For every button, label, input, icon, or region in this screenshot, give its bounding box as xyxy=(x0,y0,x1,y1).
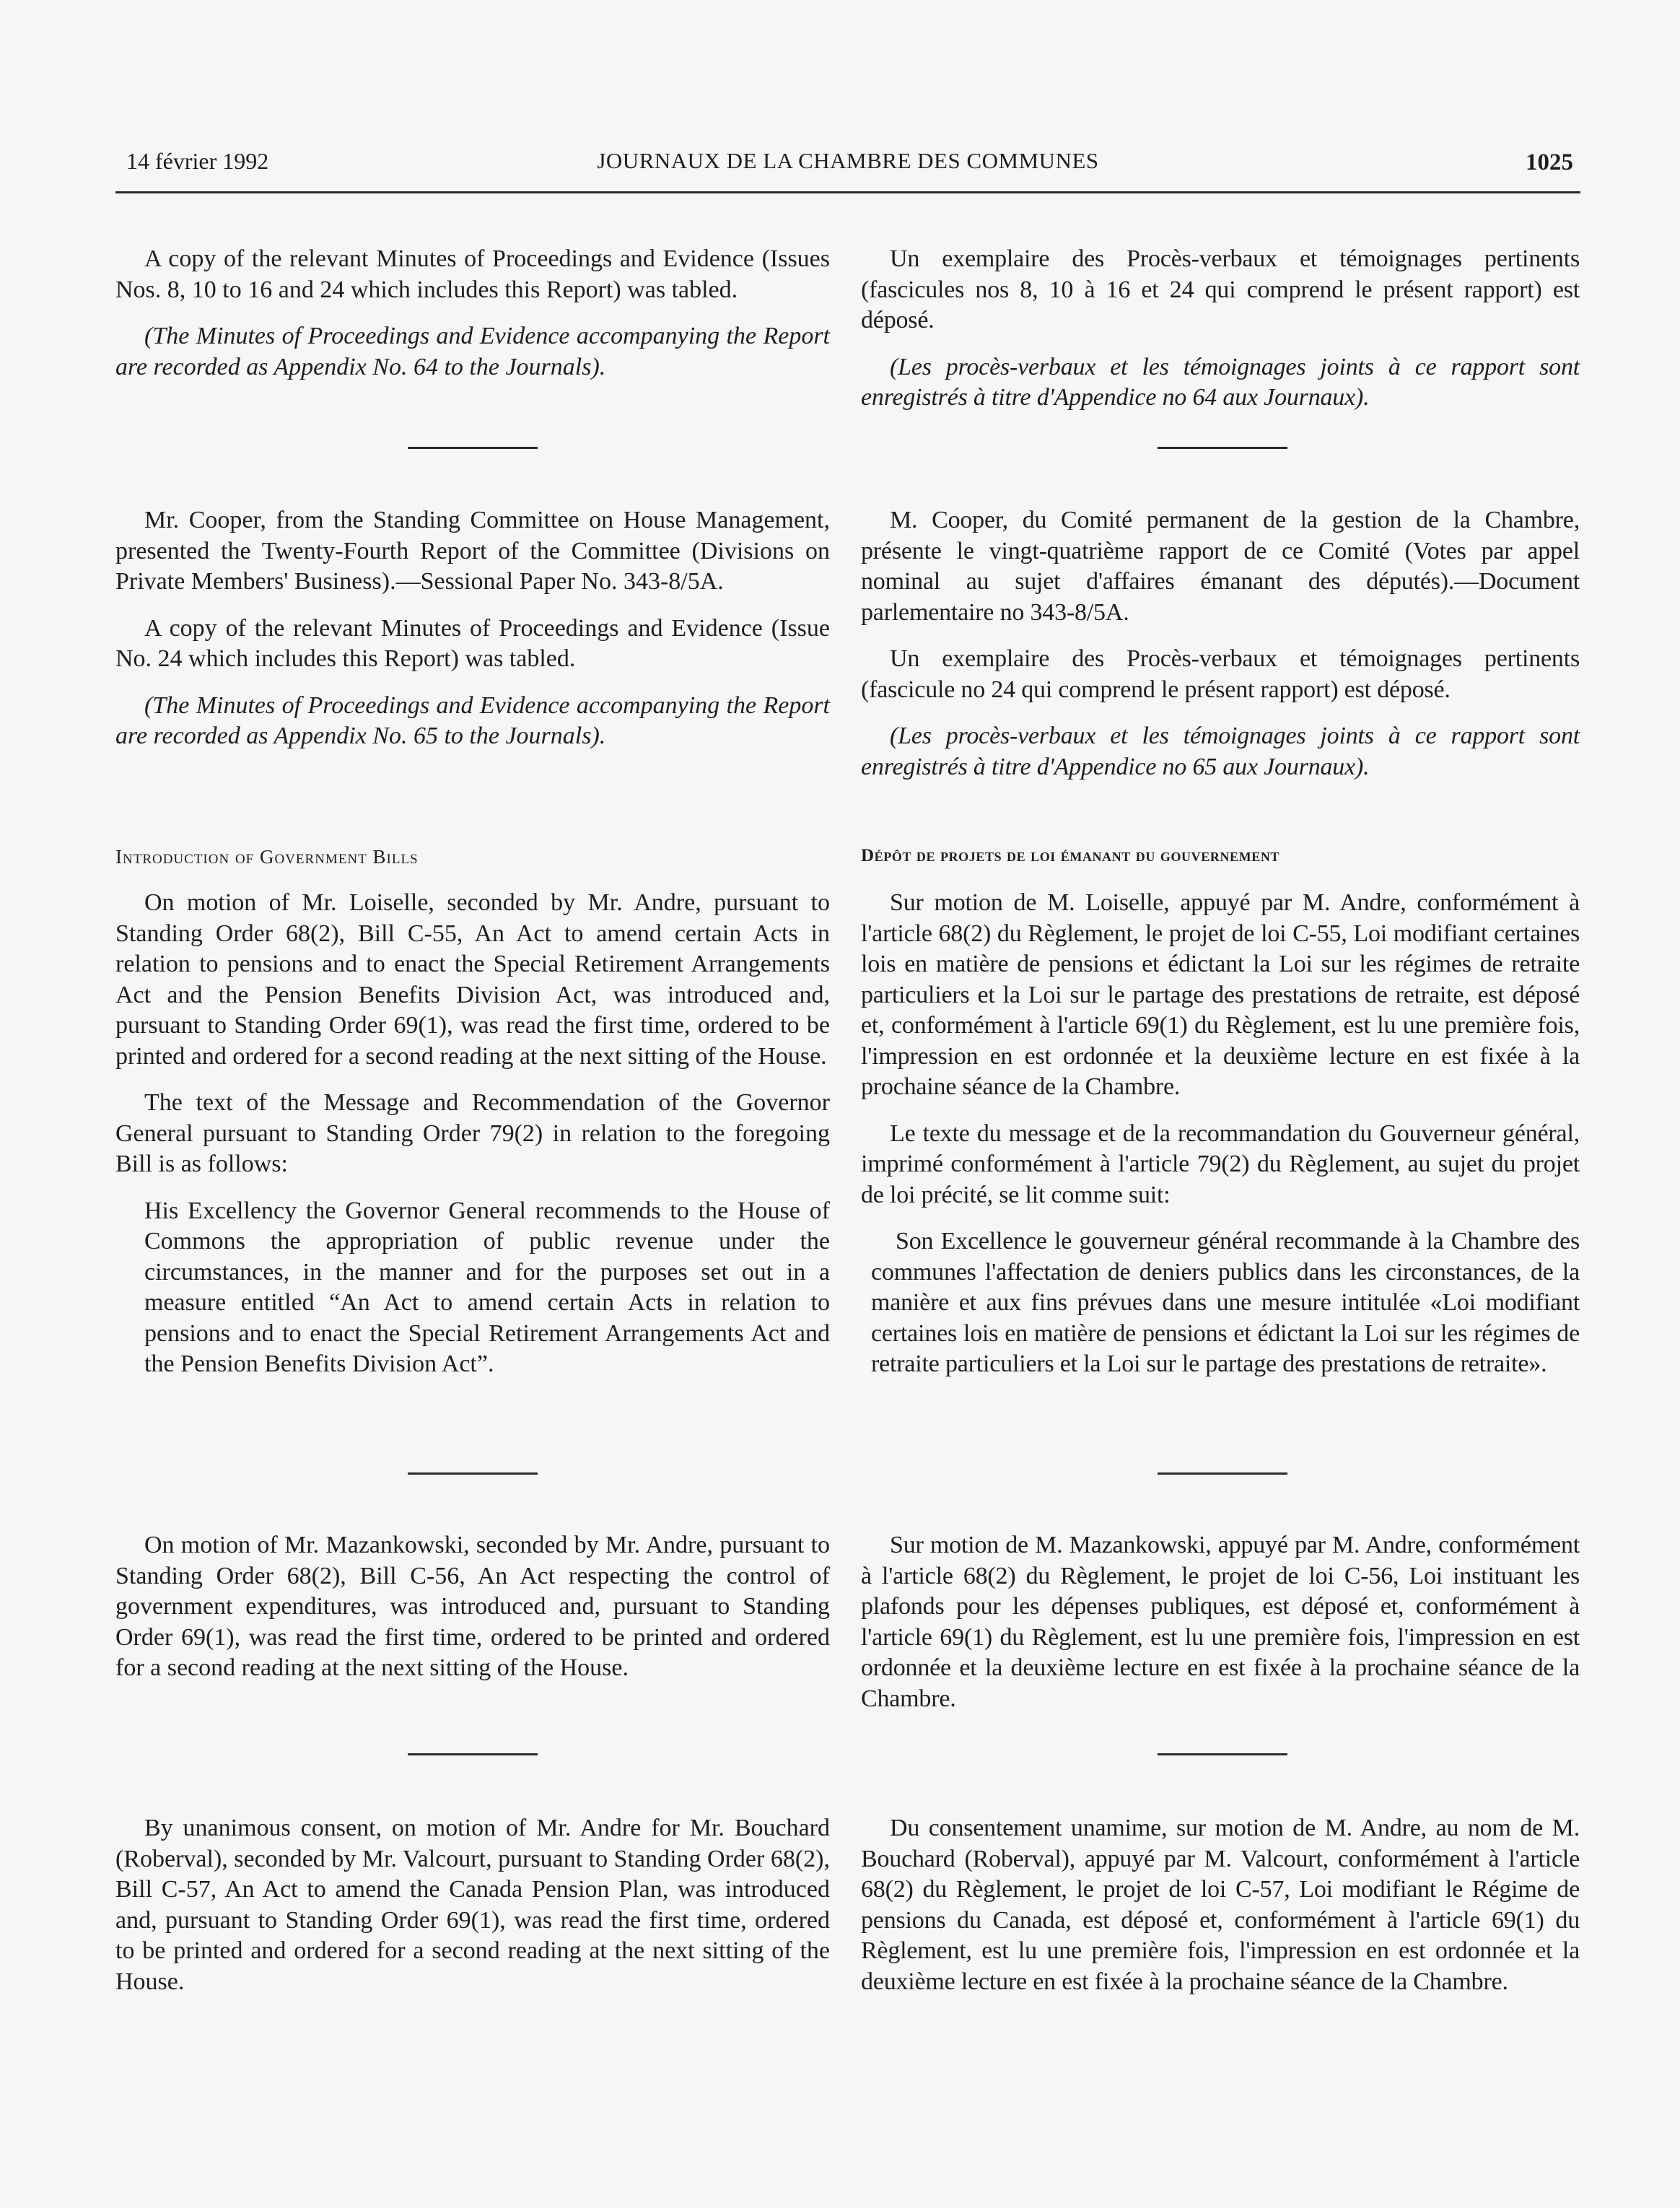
en-section-1 xyxy=(115,244,830,383)
fr-message-intro: Le texte du message et de la recommandation du Gouverneur général, imprimé conformément à l'article 79(2) du Règlement, au sujet du projet de loi précité, se lit comme suit: xyxy=(861,1120,1580,1208)
page-number: 1025 xyxy=(1526,149,1573,175)
en-bill-c55-motion: On motion of Mr. Loiselle, seconded by Mr. Andre, pursuant to Standing Order 68(2), Bill C-55, An Act to amend certain Acts in relation to pensions and to enact the Special Retirement Arrangements Act and the Pension Benefits Division Act, was introduced and, pursuant to Standing Order 69(1), was read the first time, ordered to be printed and ordered for a second reading at the next sitting of the House. xyxy=(115,889,830,1070)
fr-bill-c56-motion: Sur motion de M. Mazankowski, appuyé par M. Andre, conformément à l'article 68(2) du Règlement, le projet de loi C-56, Loi instituant les plafonds pour les dépenses publiques, est déposé et, conformément à l'article 69(1) du Règlement, est lu une première fois, l'impression en est ordonnée et la deuxième lecture en est fixée à la prochaine séance de la Chambre. xyxy=(861,1532,1580,1712)
en-section-heading: Introduction of Government Bills xyxy=(115,846,419,868)
fr-minutes-tabled-65: Un exemplaire des Procès-verbaux et témoignages pertinents (fascicule no 24 qui comprend le présent rapport) est déposé. xyxy=(861,645,1580,703)
en-minutes-tabled-64: A copy of the relevant Minutes of Proceedings and Evidence (Issues Nos. 8, 10 to 16 and 24 which includes this Report) was tabled. xyxy=(115,245,830,303)
en-bill-c57-motion: By unanimous consent, on motion of Mr. Andre for Mr. Bouchard (Roberval), seconded by Mr. Valcourt, pursuant to Standing Order 68(2), Bill C-57, An Act to amend the Canada Pension Plan, was introduced and, pursuant to Standing Order 69(1), was read the first time, ordered to be printed and ordered for a second reading at the next sitting of the House. xyxy=(115,1815,830,1995)
separator-rule xyxy=(1158,1472,1287,1475)
separator-rule xyxy=(408,447,538,449)
fr-bill-c57-motion: Du consentement unamime, sur motion de M. Andre, au nom de M. Bouchard (Roberval), appuyé par M. Valcourt, conformément à l'article 68(2) du Règlement, le projet de loi C-57, Loi modifiant le Régime de pensions du Canada, est déposé et, conformément à l'article 69(1) du Règlement, est lu une première fois, l'impression en est ordonnée et la deuxième lecture en est fixée à la prochaine séance de la Chambre. xyxy=(861,1815,1580,1995)
en-section-3 xyxy=(115,888,830,1380)
fr-section-4 xyxy=(861,1530,1580,1714)
separator-rule xyxy=(1158,447,1287,449)
fr-minutes-tabled-64: Un exemplaire des Procès-verbaux et témoignages pertinents (fascicules nos 8, 10 à 16 et 24 qui comprend le présent rapport) est déposé. xyxy=(861,245,1580,333)
page-header xyxy=(115,148,1580,193)
header-date: 14 février 1992 xyxy=(126,148,269,174)
header-title: JOURNAUX DE LA CHAMBRE DES COMMUNES xyxy=(597,148,1099,173)
en-section-5 xyxy=(115,1813,830,1997)
en-minutes-tabled-65: A copy of the relevant Minutes of Proceedings and Evidence (Issue No. 24 which includes this Report) was tabled. xyxy=(115,614,830,672)
fr-section-3 xyxy=(861,888,1580,1380)
en-message-intro: The text of the Message and Recommendation of the Governor General pursuant to Standing Order 79(2) in relation to the foregoing Bill is as follows: xyxy=(115,1089,830,1177)
en-section-4 xyxy=(115,1530,830,1684)
fr-section-1 xyxy=(861,244,1580,414)
fr-cooper-report: M. Cooper, du Comité permanent de la gestion de la Chambre, présente le vingt-quatrième rapport de ce Comité (Votes par appel nominal au sujet d'affaires émanant des députés).—Document parlementaire no 343-8/5A. xyxy=(861,507,1580,626)
fr-section-heading: Dépôt de projets de loi émanant du gouvernement xyxy=(861,846,1280,865)
en-appendix-64-note: (The Minutes of Proceedings and Evidence accompanying the Report are recorded as Appendix No. 64 to the Journals). xyxy=(115,323,830,380)
separator-rule xyxy=(1158,1753,1287,1755)
fr-bill-c55-motion: Sur motion de M. Loiselle, appuyé par M. Andre, conformément à l'article 68(2) du Règlement, le projet de loi C-55, Loi modifiant certaines lois en matière de pensions et édictant la Loi sur les régimes de retraite particuliers et la Loi sur le partage des prestations de retraite, est déposé et, conformément à l'article 69(1) du Règlement, est lu une première fois, l'impression en est ordonnée et la deuxième lecture en est fixée à la prochaine séance de la Chambre. xyxy=(861,889,1580,1100)
en-governor-recommendation: His Excellency the Governor General recommends to the House of Commons the appropriation of public revenue under the circumstances, in the manner and for the purposes set out in a measure entitled “An Act to amend certain Acts in relation to pensions and to enact the Special Retirement Arrangements Act and the Pension Benefits Division Act”. xyxy=(144,1197,830,1377)
fr-appendix-64-note: (Les procès-verbaux et les témoignages joints à ce rapport sont enregistrés à titre d'Appendice no 64 aux Journaux). xyxy=(861,353,1580,411)
separator-rule xyxy=(408,1472,538,1475)
fr-governor-recommendation: Son Excellence le gouverneur général recommande à la Chambre des communes l'affectation de deniers publics dans les circonstances, de la manière et aux fins prévues dans une mesure intitulée «Loi modifiant certaines lois en matière de pensions et édictant la Loi sur les régimes de retraite particuliers et la Loi sur le partage des prestations de retraite». xyxy=(871,1228,1580,1377)
separator-rule xyxy=(408,1753,538,1755)
fr-section-5 xyxy=(861,1813,1580,1997)
en-cooper-report: Mr. Cooper, from the Standing Committee on House Management, presented the Twenty-Fourth Report of the Committee (Divisions on Private Members' Business).—Sessional Paper No. 343-8/5A. xyxy=(115,507,830,595)
en-appendix-65-note: (The Minutes of Proceedings and Evidence accompanying the Report are recorded as Appendix No. 65 to the Journals). xyxy=(115,691,830,749)
fr-appendix-65-note: (Les procès-verbaux et les témoignages joints à ce rapport sont enregistrés à titre d'Appendice no 65 aux Journaux). xyxy=(861,723,1580,780)
fr-section-2 xyxy=(861,505,1580,782)
en-bill-c56-motion: On motion of Mr. Mazankowski, seconded by Mr. Andre, pursuant to Standing Order 68(2), Bill C-56, An Act respecting the control of government expenditures, was introduced and, pursuant to Standing Order 69(1), was read the first time, ordered to be printed and ordered for a second reading at the next sitting of the House. xyxy=(115,1532,830,1681)
en-section-2 xyxy=(115,505,830,752)
